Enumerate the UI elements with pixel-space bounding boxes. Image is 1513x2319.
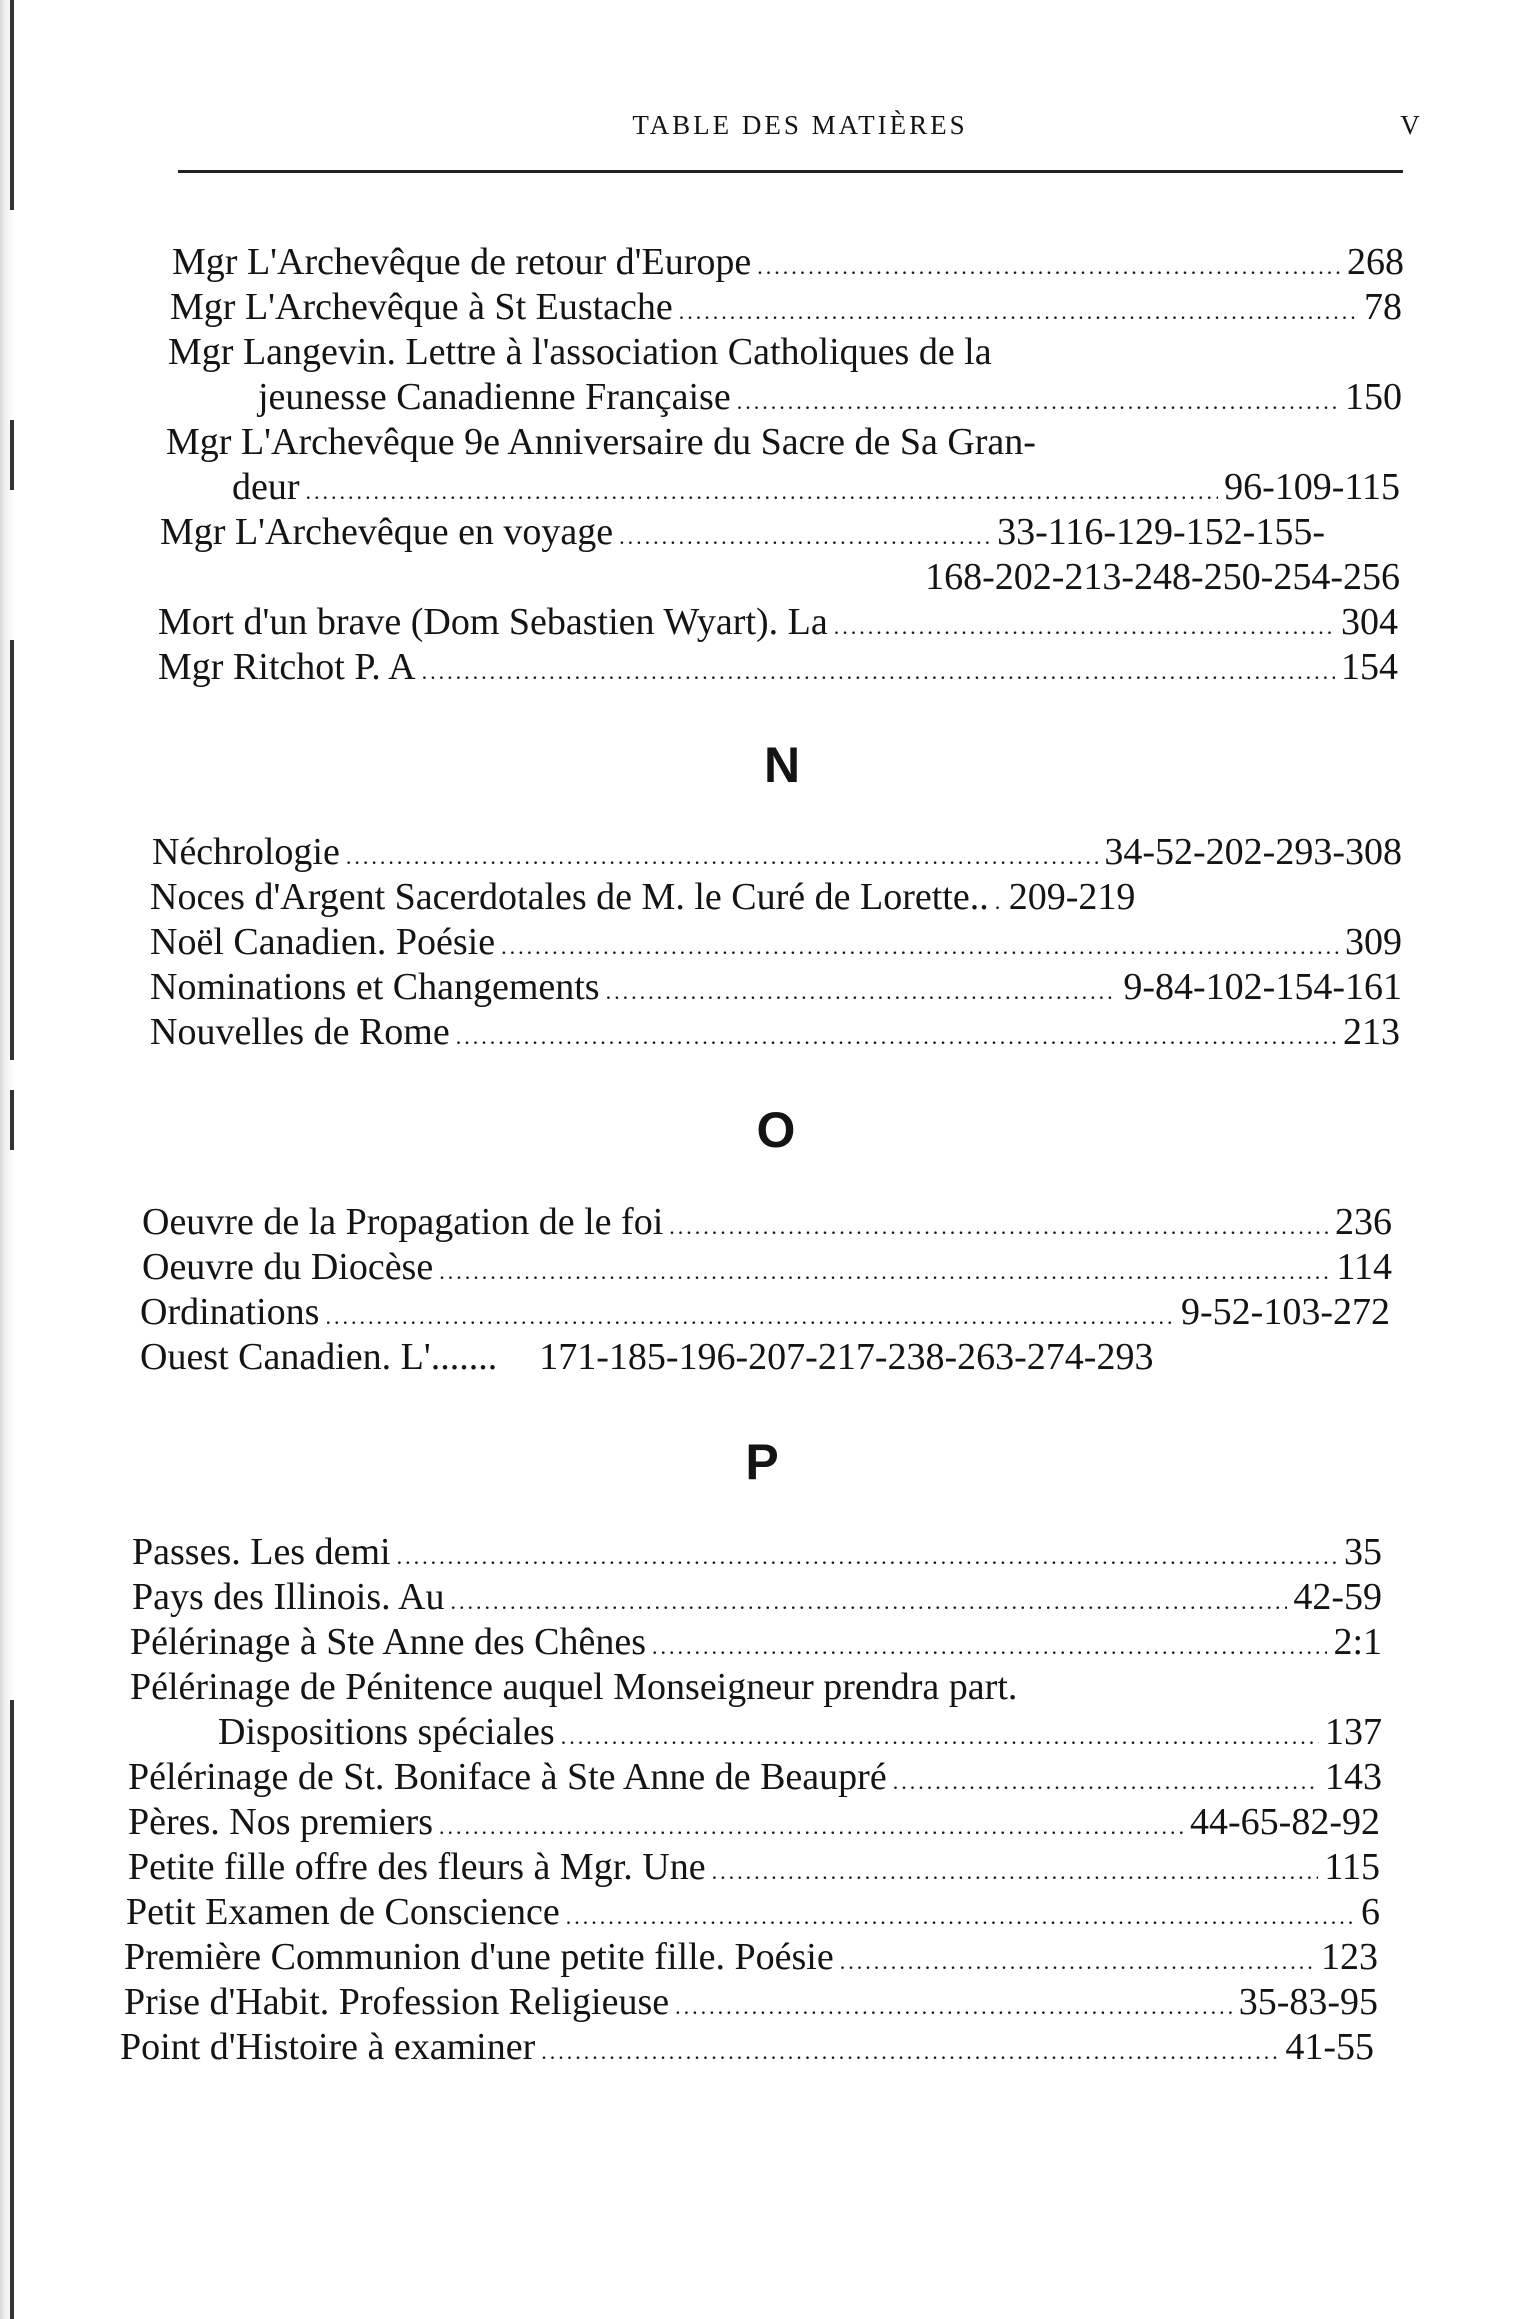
index-entry <box>124 1980 1378 2024</box>
dot-leader <box>450 1580 1287 1624</box>
dot-leader <box>669 1205 1329 1249</box>
entry-title: Ordinations <box>140 1291 320 1333</box>
entry-title: Oeuvre de la Propagation de le foi <box>142 1201 664 1243</box>
index-entry <box>166 420 1346 464</box>
entry-title: Pélérinage à Ste Anne des Chênes <box>130 1621 647 1663</box>
index-entry <box>142 1200 1392 1244</box>
entry-pages: 41-55 <box>1285 2026 1374 2068</box>
index-entry <box>170 285 1402 329</box>
entry-pages: 42-59 <box>1293 1576 1382 1618</box>
entry-title: Petit Examen de Conscience <box>126 1891 560 1933</box>
index-entry <box>132 1530 1382 1574</box>
dot-leader <box>541 2030 1279 2074</box>
entry-title: Mgr Ritchot P. A <box>158 646 416 688</box>
entry-pages: 78 <box>1364 286 1402 328</box>
entry-pages: 236 <box>1335 1201 1392 1243</box>
dot-leader <box>325 1295 1175 1339</box>
index-entry <box>168 330 1328 374</box>
entry-pages: 9-52-103-272 <box>1181 1291 1390 1333</box>
entry-pages: 143 <box>1325 1756 1382 1798</box>
entry-pages: 35 <box>1344 1531 1382 1573</box>
section-letter-o: O <box>756 1102 796 1158</box>
index-entry <box>128 1800 1380 1844</box>
entry-title: Pélérinage de Pénitence auquel Monseigneur prendra part. <box>130 1666 1018 1708</box>
index-entry <box>870 555 1400 599</box>
entry-pages: 309 <box>1345 921 1402 963</box>
entry-pages: 123 <box>1321 1936 1378 1978</box>
index-entry <box>218 1710 1382 1754</box>
index-entry <box>120 2025 1374 2069</box>
entry-title: Mgr L'Archevêque à St Eustache <box>170 286 673 328</box>
entry-pages: 114 <box>1336 1246 1392 1288</box>
entry-pages: 44-65-82-92 <box>1190 1801 1380 1843</box>
entry-title: Oeuvre du Diocèse <box>142 1246 434 1288</box>
entry-title: Noël Canadien. Poésie <box>150 921 496 963</box>
entry-pages: 304 <box>1341 601 1398 643</box>
index-entry <box>150 920 1402 964</box>
dot-leader <box>397 1535 1338 1579</box>
entry-pages: 115 <box>1324 1846 1380 1888</box>
entry-pages: 171-185-196-207-217-238-263-274-293 <box>539 1336 1154 1378</box>
entry-pages: 137 <box>1325 1711 1382 1753</box>
entry-title: Néchrologie <box>152 831 340 873</box>
dot-leader <box>439 1250 1330 1294</box>
index-entry <box>130 1620 1382 1664</box>
entry-title: Pélérinage de St. Boniface à Ste Anne de Beaupré <box>128 1756 887 1798</box>
entry-pages: 9-84-102-154-161 <box>1123 966 1402 1008</box>
entry-title: Mgr L'Archevêque de retour d'Europe <box>172 241 752 283</box>
index-entry <box>152 830 1402 874</box>
dot-leader <box>834 605 1335 649</box>
entry-title: Petite fille offre des fleurs à Mgr. Une <box>128 1846 706 1888</box>
entry-pages: 213 <box>1343 1011 1400 1053</box>
index-entry <box>140 1335 1390 1379</box>
page-number: V <box>1400 110 1420 140</box>
section-letter-n: N <box>763 737 801 793</box>
index-entry <box>150 965 1402 1009</box>
entry-title: Mgr Langevin. Lettre à l'association Catholiques de la <box>168 331 992 373</box>
entry-title: Mort d'un brave (Dom Sebastien Wyart). La <box>158 601 828 643</box>
index-entry <box>126 1890 1380 1934</box>
entry-title: Passes. Les demi <box>132 1531 391 1573</box>
entry-title: Point d'Histoire à examiner <box>120 2026 536 2068</box>
index-entry <box>150 875 1402 919</box>
index-entry <box>150 1010 1400 1054</box>
dot-leader <box>606 970 1118 1014</box>
entry-pages: 2:1 <box>1333 1621 1382 1663</box>
entry-pages: 154 <box>1341 646 1398 688</box>
dot-leader <box>456 1015 1337 1059</box>
entry-pages: 209-219 <box>1008 876 1136 918</box>
entry-title: Mgr L'Archevêque 9e Anniversaire du Sacre de Sa Gran- <box>166 421 1036 463</box>
index-entry <box>258 375 1402 419</box>
dot-leader <box>712 1850 1319 1894</box>
entry-title: jeunesse Canadienne Française <box>258 376 731 418</box>
dot-leader <box>306 470 1219 514</box>
entry-pages: 35-83-95 <box>1238 1981 1378 2023</box>
entry-title: Noces d'Argent Sacerdotales de M. le Curé de Lorette.. <box>150 876 989 918</box>
entry-title: Nominations et Changements <box>150 966 600 1008</box>
entry-pages: 150 <box>1345 376 1402 418</box>
section-letter-p: P <box>745 1434 779 1490</box>
entry-pages: 168-202-213-248-250-254-256 <box>925 556 1400 598</box>
dot-leader <box>566 1895 1355 1939</box>
entry-title: Mgr L'Archevêque en voyage <box>160 511 614 553</box>
dot-leader <box>422 650 1335 694</box>
entry-title: Prise d'Habit. Profession Religieuse <box>124 1981 670 2023</box>
index-entry <box>130 1665 1382 1709</box>
dot-leader <box>501 925 1339 969</box>
entry-pages: 96-109-115 <box>1224 466 1400 508</box>
entry-title: Ouest Canadien. L'....... <box>140 1336 498 1378</box>
dot-leader <box>652 1625 1327 1669</box>
dot-leader <box>619 515 991 559</box>
index-entry <box>140 1290 1390 1334</box>
index-entry <box>128 1755 1382 1799</box>
entry-title: deur <box>232 466 300 508</box>
index-entry <box>172 240 1404 284</box>
entry-title: Première Communion d'une petite fille. Poésie <box>124 1936 834 1978</box>
index-entry <box>158 600 1398 644</box>
entry-title: Pères. Nos premiers <box>128 1801 433 1843</box>
dot-leader <box>439 1805 1184 1849</box>
entry-title: Pays des Illinois. Au <box>132 1576 445 1618</box>
entry-pages: 33-116-129-152-155- <box>997 511 1325 553</box>
index-entry <box>142 1245 1392 1289</box>
entry-pages: 34-52-202-293-308 <box>1104 831 1402 873</box>
dot-leader <box>893 1760 1319 1804</box>
entry-pages: 6 <box>1361 1891 1380 1933</box>
index-entry <box>132 1575 1382 1619</box>
dot-leader <box>675 1985 1233 2029</box>
entry-title: Dispositions spéciales <box>218 1711 555 1753</box>
dot-leader <box>346 835 1099 879</box>
index-entry <box>232 465 1400 509</box>
index-entry <box>158 645 1398 689</box>
dot-leader <box>561 1715 1319 1759</box>
dot-leader <box>679 290 1358 334</box>
entry-pages: 268 <box>1347 241 1404 283</box>
dot-leader <box>757 245 1341 289</box>
index-entry <box>160 510 1325 554</box>
entry-title: Nouvelles de Rome <box>150 1011 450 1053</box>
dot-leader <box>737 380 1339 424</box>
index-entry <box>124 1935 1378 1979</box>
dot-leader <box>840 1940 1315 1984</box>
dot-leader <box>995 880 1003 924</box>
index-entry <box>128 1845 1380 1889</box>
running-title: TABLE DES MATIÈRES <box>632 110 968 140</box>
